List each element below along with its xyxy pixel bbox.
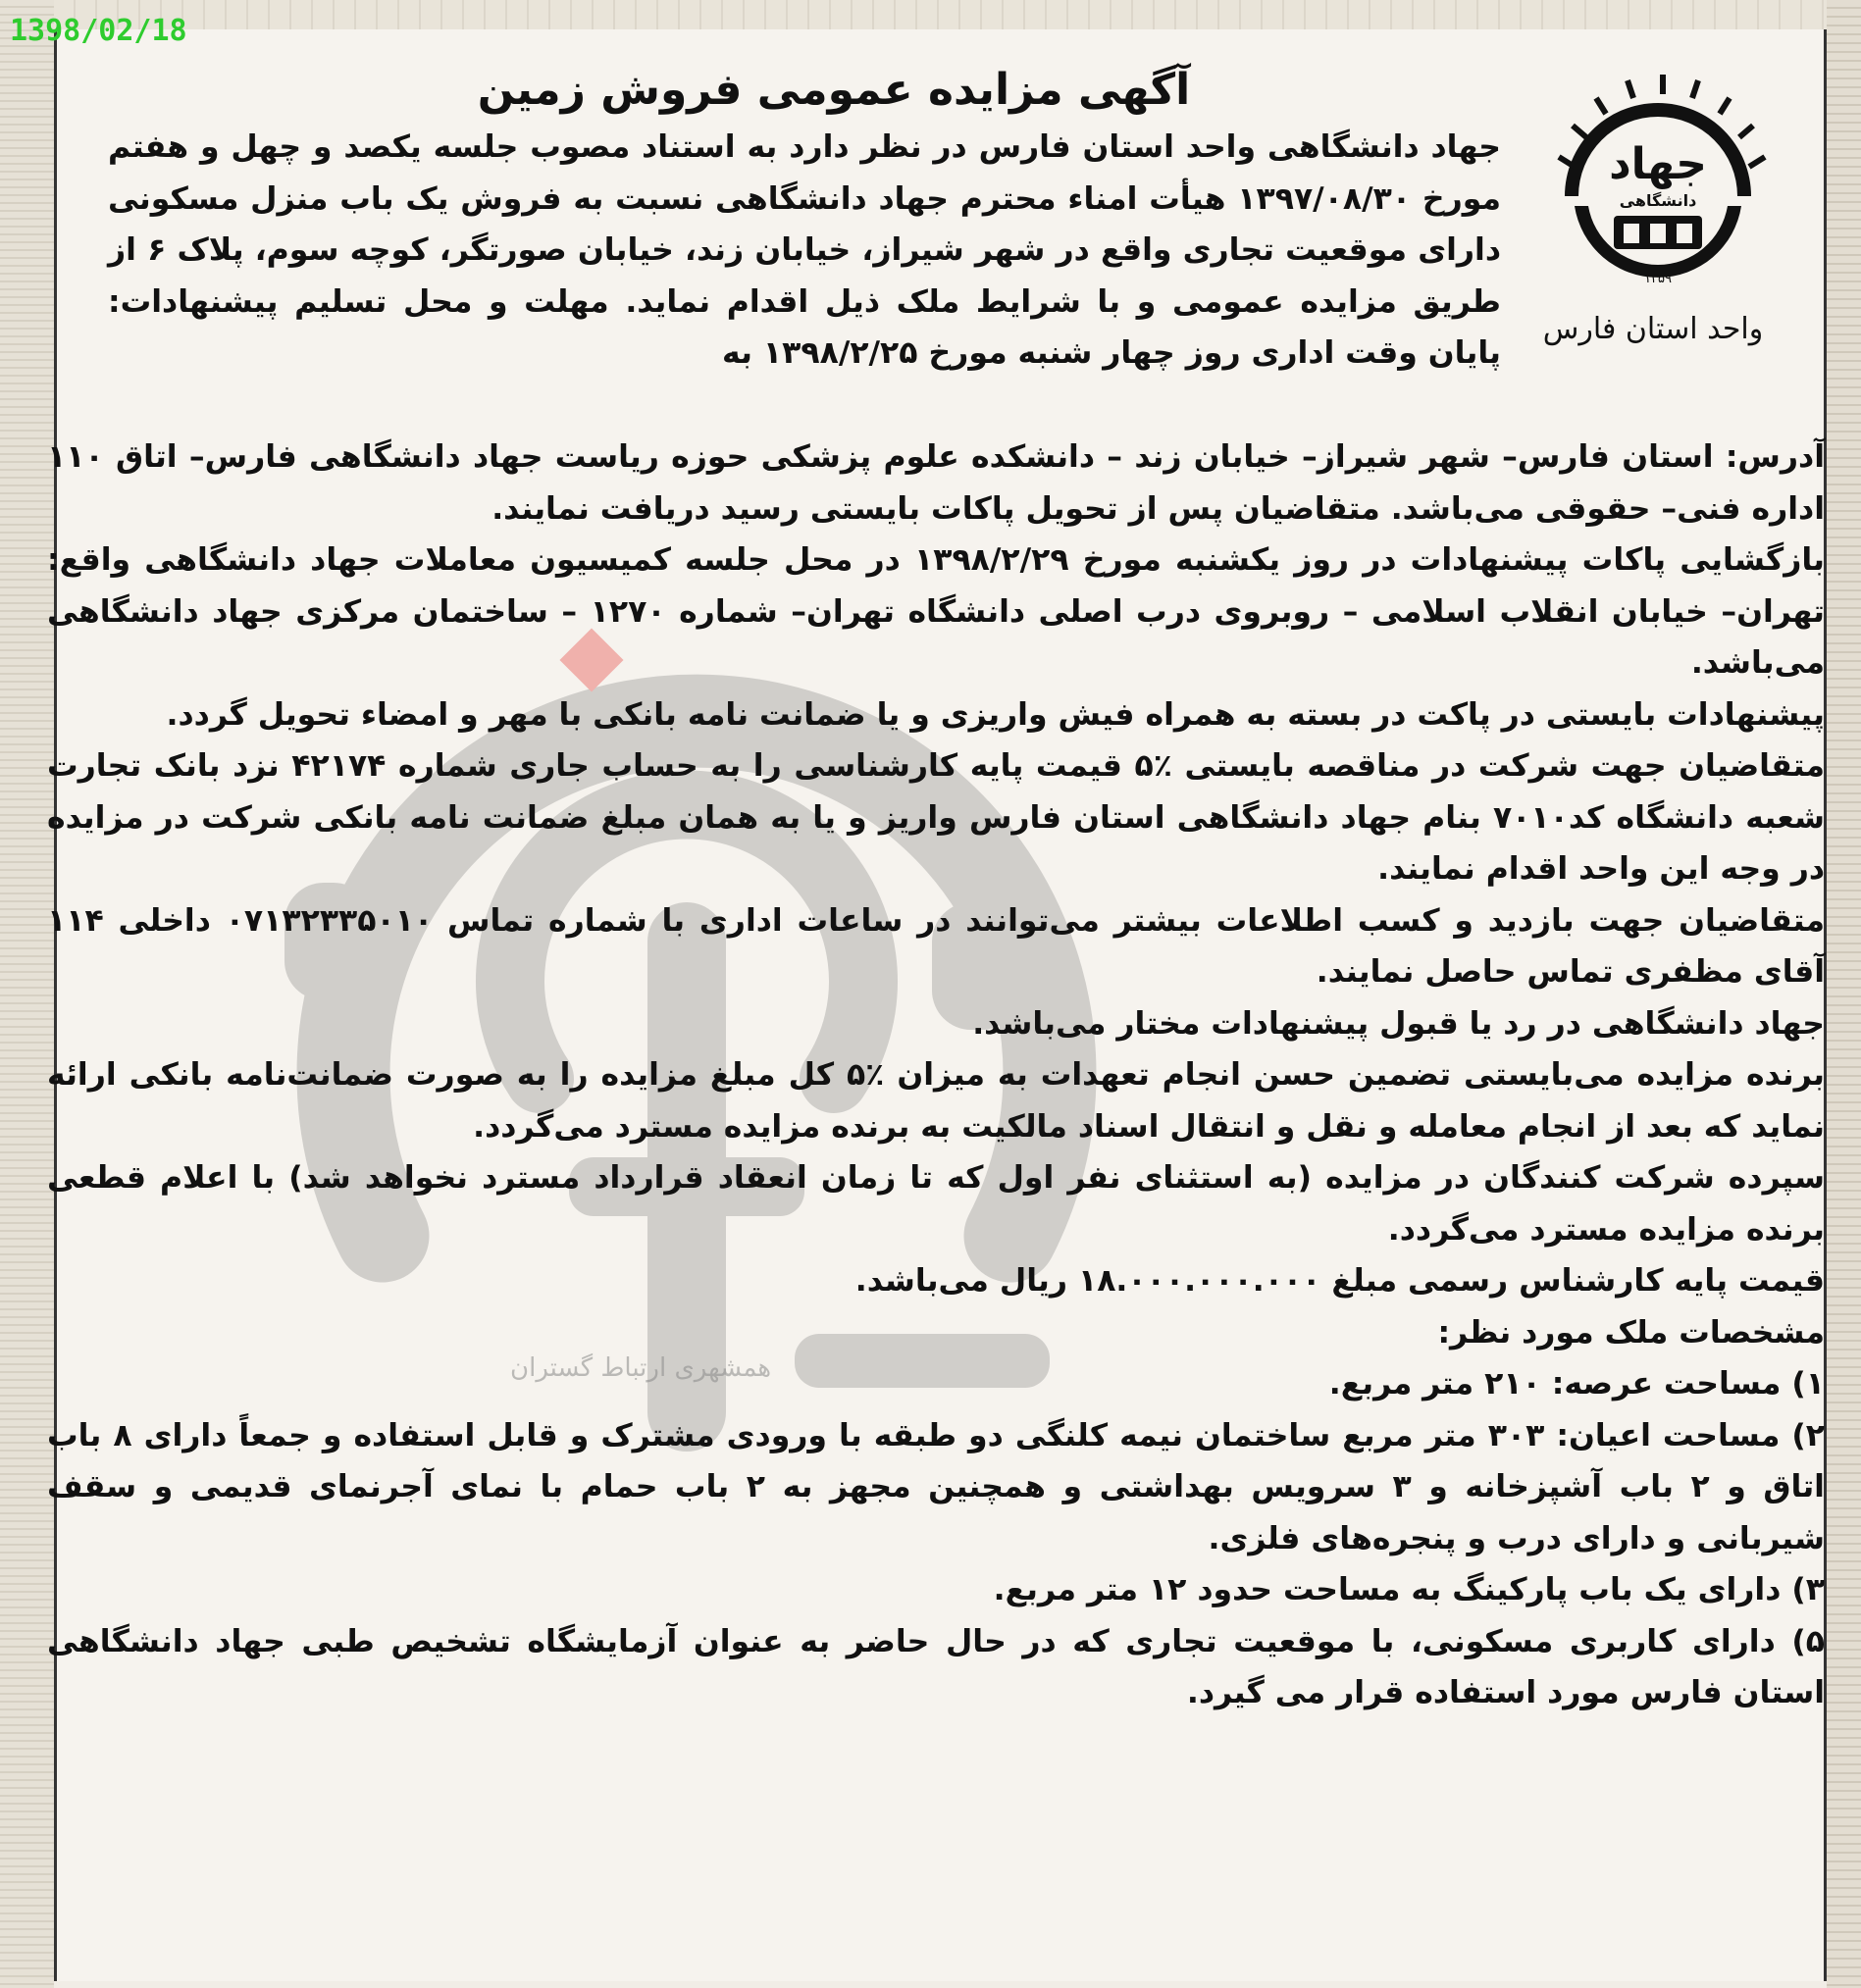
- date-stamp: 1398/02/18: [10, 14, 187, 48]
- visit-paragraph: متقاضیان جهت بازدید و کسب اطلاعات بیشتر می‌توانند در ساعات اداری با شماره تماس ۰۷۱۳۲۳۳۵۰۱۰ داخلی ۱۱۴ آقای مظفری تماس حاصل نمایند.: [47, 902, 1825, 990]
- watermark-text: همشهری ارتباط گستران: [510, 1353, 772, 1383]
- spec-item-1: ۱) مساحت عرصه: ۲۱۰ متر مربع.: [1328, 1366, 1825, 1402]
- specs-title: مشخصات ملک مورد نظر:: [1437, 1314, 1825, 1351]
- adjacent-strip-top: [54, 0, 1827, 29]
- address-paragraph: آدرس: استان فارس– شهر شیراز– خیابان زند – دانشکده علوم پزشکی حوزه ریاست جهاد دانشگاهی فارس– اتاق ۱۱۰ اداره فنی– حقوقی می‌باشد. متقاضیان پس از تحویل پاکات بایستی رسید دریافت نمایند.: [47, 439, 1825, 527]
- price-paragraph: قیمت پایه کارشناس رسمی مبلغ ۱۸.۰۰۰.۰۰۰.۰۰۰ ریال می‌باشد.: [854, 1263, 1825, 1299]
- refund-paragraph: سپرده شرکت کنندگان در مزایده (به استثنای نفر اول که تا زمان انعقاد قرارداد مسترد نخواهد شد) با اعلام قطعی برنده مزایده مسترد می‌گردد.: [47, 1160, 1825, 1248]
- logo-year: ۱۳۵۹: [1644, 272, 1672, 286]
- opening-paragraph: بازگشایی پاکات پیشنهادات در روز یکشنبه مورخ ۱۳۹۸/۲/۲۹ در محل جلسه کمیسیون معاملات جهاد دانشگاهی واقع: تهران– خیابان انقلاب اسلامی – روبروی درب اصلی دانشگاه تهران– شماره ۱۲۷۰ – ساختمان مرکزی جهاد دانشگاهی می‌باشد.: [47, 542, 1825, 681]
- deadline-text: مهلت و محل تسلیم پیشنهادات: پایان وقت اداری روز چهار شنبه مورخ ۱۳۹۸/۲/۲۵ به: [108, 283, 1501, 371]
- guarantee-paragraph: برنده مزایده می‌بایستی تضمین حسن انجام تعهدات به میزان ٪۵ کل مبلغ مزایده را به صورت ضمانت‌نامه بانکی ارائه نماید که بعد از انجام معامله و نقل و انتقال اسناد مالکیت به برنده مزایده مسترد می‌گردد.: [47, 1057, 1825, 1145]
- ad-title: آگهی مزایده عمومی فروش زمین: [477, 65, 1191, 115]
- logo-subtitle: دانشگاهی: [1619, 191, 1697, 210]
- logo-name: جهاد: [1609, 139, 1707, 189]
- proposals-paragraph: پیشنهادات بایستی در پاکت در بسته به همراه فیش واریزی و یا ضمانت نامه بانکی با مهر و امضاء تحویل گردد.: [166, 696, 1825, 733]
- intro-paragraph: [108, 122, 1501, 380]
- intro-text: جهاد دانشگاهی واحد استان فارس در نظر دارد به استناد مصوب جلسه یکصد و چهل و هفتم مورخ ۱۳۹۷/۰۸/۳۰ هیأت امناء محترم جهاد دانشگاهی نسبت به فروش یک باب منزل مسکونی دارای موقعیت تجاری واقع در شهر شیراز، خیابان زند، خیابان صورتگر، کوچه سوم، پلاک ۶ از طریق مزایده عمومی و با شرایط ملک ذیل اقدام نماید.: [108, 129, 1501, 320]
- spec-item-3: ۳) دارای یک باب پارکینگ به مساحت حدود ۱۲ متر مربع.: [993, 1572, 1825, 1607]
- spec-item-5: ۵) دارای کاربری مسکونی، با موقعیت تجاری که در حال حاضر به عنوان آزمایشگاه تشخیص طبی جهاد دانشگاهی استان فارس مورد استفاده قرار می گیرد.: [47, 1623, 1825, 1710]
- ad-body: [47, 432, 1825, 1719]
- spec-item-2: ۲) مساحت اعیان: ۳۰۳ متر مربع ساختمان نیمه کلنگی دو طبقه با ورودی مشترک و قابل استفاده و جمعاً دارای ۸ باب اتاق و ۲ باب آشپزخانه و ۳ سرویس بهداشتی و همچنین مجهز به ۲ باب حمام با نمای آجرنمای قدیمی و سقف شیربانی و دارای درب و پنجره‌های فلزی.: [47, 1417, 1825, 1556]
- jahad-logo: [1545, 59, 1771, 294]
- unit-label: واحد استان فارس: [1542, 312, 1764, 346]
- adjacent-column-left: [0, 0, 54, 1988]
- authority-paragraph: جهاد دانشگاهی در رد یا قبول پیشنهادات مختار می‌باشد.: [972, 1005, 1825, 1042]
- deposit-paragraph: متقاضیان جهت شرکت در مناقصه بایستی ٪۵ قیمت پایه کارشناسی را به حساب جاری شماره ۴۲۱۷۴ نزد بانک تجارت شعبه دانشگاه کد۷۰۱۰ بنام جهاد دانشگاهی استان فارس واریز و یا به همان مبلغ ضمانت نامه بانکی شرکت در مزایده در وجه این واحد اقدام نمایند.: [47, 748, 1825, 887]
- adjacent-column-right: [1827, 0, 1861, 1988]
